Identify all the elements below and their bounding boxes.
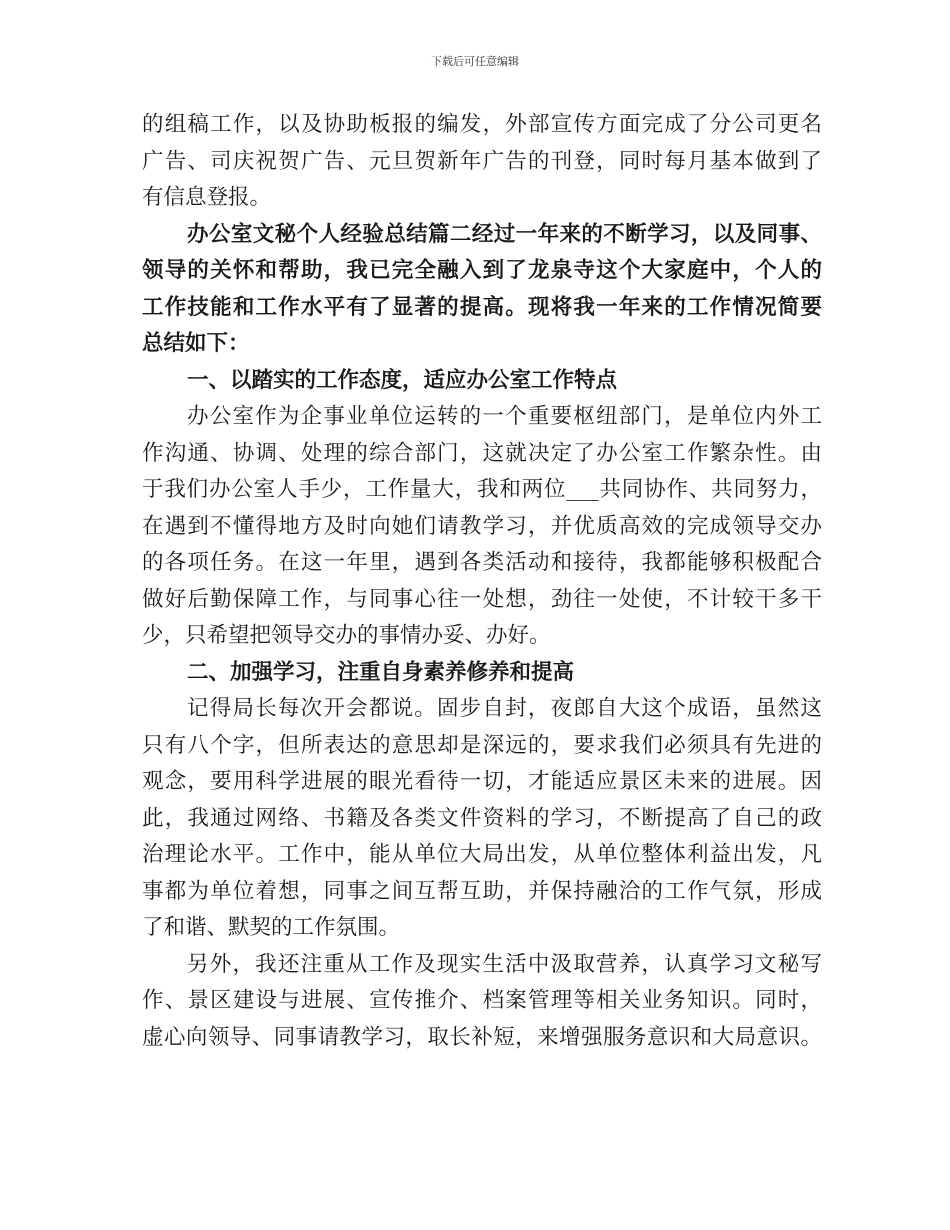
paragraph-line: 做好后勤保障工作，与同事心往一处想，劲往一处使，不计较干多干: [142, 586, 822, 612]
paragraph-line: 作沟通、协调、处理的综合部门，这就决定了办公室工作繁杂性。由: [142, 440, 822, 466]
heading-line: 领导的关怀和帮助，我已完全融入到了龙泉寺这个大家庭中，个人的: [142, 258, 822, 283]
heading-line: 一、以踏实的工作态度，适应办公室工作特点: [187, 367, 618, 393]
heading-line: 工作技能和工作水平有了显著的提高。现将我一年来的工作情况简要: [142, 294, 822, 320]
paragraph-line: 的各项任务。在这一年里，遇到各类活动和接待，我都能够积极配合: [142, 550, 822, 575]
paragraph-line: 虚心向领导、同事请教学习，取长补短，来增强服务意识和大局意识。: [142, 1024, 822, 1050]
paragraph-line: 广告、司庆祝贺广告、元旦贺新年广告的刊登，同时每月基本做到了: [142, 148, 822, 174]
paragraph-line: 有信息登报。: [142, 185, 272, 210]
paragraph-line: 事都为单位着想，同事之间互帮互助，并保持融洽的工作气氛，形成: [142, 878, 822, 904]
paragraph-line: 另外，我还注重从工作及现实生活中汲取营养，认真学习文秘写: [187, 951, 822, 977]
page-header: 下载后可任意编辑: [431, 55, 519, 68]
paragraph-line: 只有八个字，但所表达的意思却是深远的，要求我们必须具有先进的: [142, 732, 822, 758]
heading-line: 二、加强学习，注重自身素养修养和提高: [187, 659, 575, 685]
heading-line: 总结如下：: [142, 331, 250, 356]
paragraph-line: 办公室作为企事业单位运转的一个重要枢纽部门，是单位内外工: [187, 404, 822, 429]
paragraph-line: 观念，要用科学进展的眼光看待一切，才能适应景区未来的进展。因: [142, 769, 822, 794]
heading-line: 办公室文秘个人经验总结篇二经过一年来的不断学习，以及同事、: [187, 221, 822, 247]
paragraph-line: 治理论水平。工作中，能从单位大局出发，从单位整体利益出发，凡: [142, 842, 822, 867]
paragraph-line: 在遇到不懂得地方及时向她们请教学习，并优质高效的完成领导交办: [142, 513, 822, 539]
paragraph-line: 作、景区建设与进展、宣传推介、档案管理等相关业务知识。同时，: [142, 988, 822, 1013]
paragraph-line: 记得局长每次开会都说。固步自封，夜郎自大这个成语，虽然这: [187, 696, 822, 721]
paragraph-line: 此，我通过网络、书籍及各类文件资料的学习，不断提高了自己的政: [142, 805, 822, 831]
paragraph-line: 了和谐、默契的工作氛围。: [142, 915, 401, 940]
paragraph-line: 的组稿工作，以及协助板报的编发，外部宣传方面完成了分公司更名: [142, 112, 822, 137]
paragraph-line: 于我们办公室人手少，工作量大，我和两位___共同协作、共同努力，: [142, 477, 822, 502]
document-body: [142, 107, 822, 1056]
paragraph-line: 少，只希望把领导交办的事情办妥、办好。: [142, 623, 551, 648]
